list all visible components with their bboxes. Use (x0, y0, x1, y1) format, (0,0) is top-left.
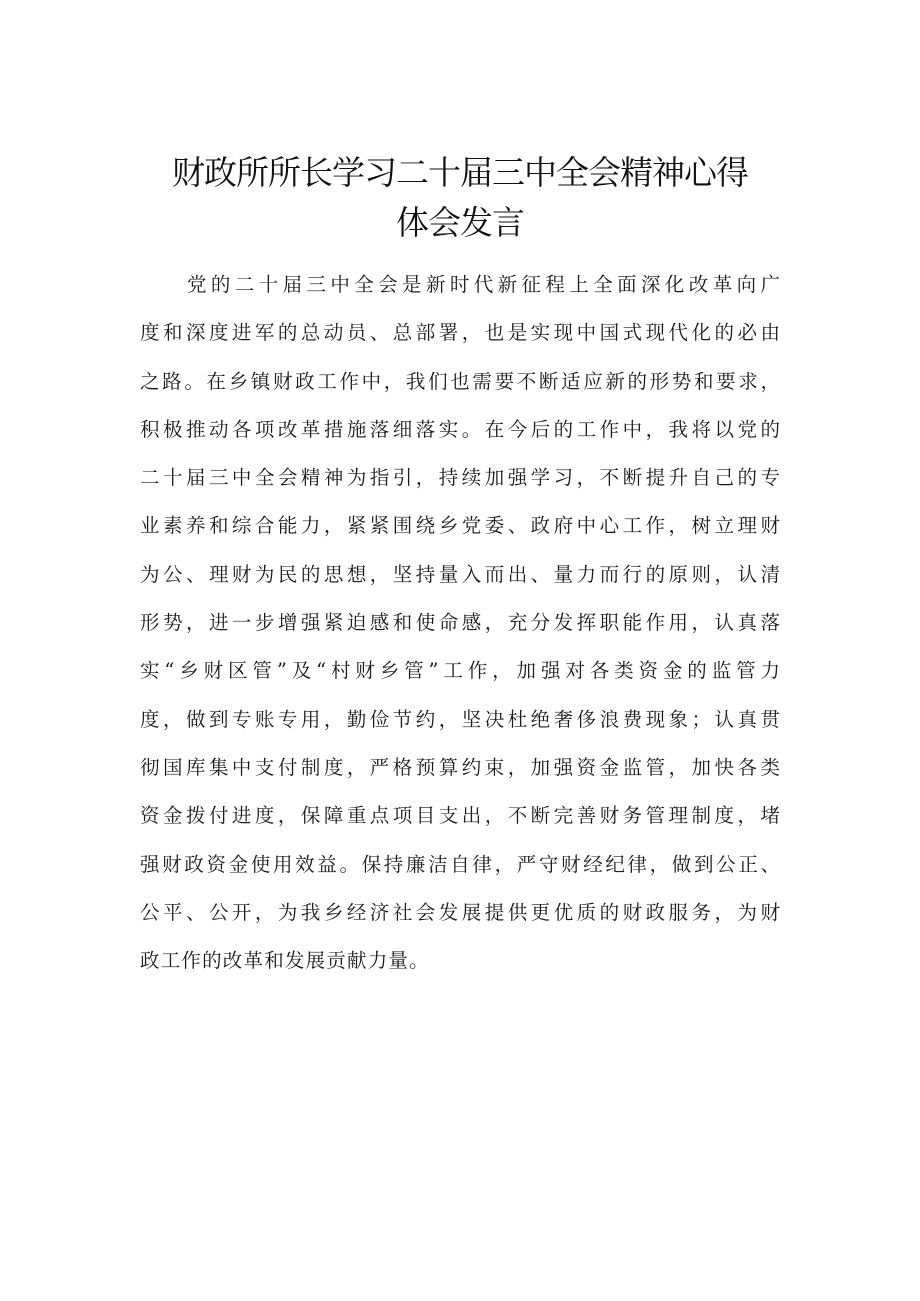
body-line: 积极推动各项改革措施落细落实。在今后的工作中，我将以党的 (140, 417, 780, 441)
body-line: 度和深度进军的总动员、总部署，也是实现中国式现代化的必由 (140, 321, 780, 345)
body-line: 公平、公开，为我乡经济社会发展提供更优质的财政服务，为财 (140, 900, 780, 924)
body-line: 政工作的改革和发展贡献力量。 (140, 949, 430, 973)
document-title-line-1: 财政所所长学习二十届三中全会精神心得 (172, 153, 748, 192)
body-line: 为公、理财为民的思想，坚持量入而出、量力而行的原则，认清 (140, 562, 780, 586)
body-line: 业素养和综合能力，紧紧围绕乡党委、政府中心工作，树立理财 (140, 514, 780, 538)
document-title-line-2: 体会发言 (396, 203, 524, 242)
document-body (140, 266, 780, 990)
body-line: 资金拨付进度，保障重点项目支出，不断完善财务管理制度，堵 (140, 804, 780, 828)
body-line: 二十届三中全会精神为指引，持续加强学习，不断提升自己的专 (140, 466, 780, 490)
body-line: 形势，进一步增强紧迫感和使命感，充分发挥职能作用，认真落 (140, 611, 780, 635)
body-line: 之路。在乡镇财政工作中，我们也需要不断适应新的形势和要求， (140, 369, 780, 393)
body-line: 实“乡财区管”及“村财乡管”工作，加强对各类资金的监管力 (140, 659, 780, 683)
body-line: 度，做到专账专用，勤俭节约，坚决杜绝奢侈浪费现象；认真贯 (140, 707, 780, 731)
body-line: 强财政资金使用效益。保持廉洁自律，严守财经纪律，做到公正、 (140, 852, 780, 876)
body-line: 彻国库集中支付制度，严格预算约束，加强资金监管，加快各类 (140, 755, 780, 779)
body-line: 党的二十届三中全会是新时代新征程上全面深化改革向广 (187, 273, 780, 296)
